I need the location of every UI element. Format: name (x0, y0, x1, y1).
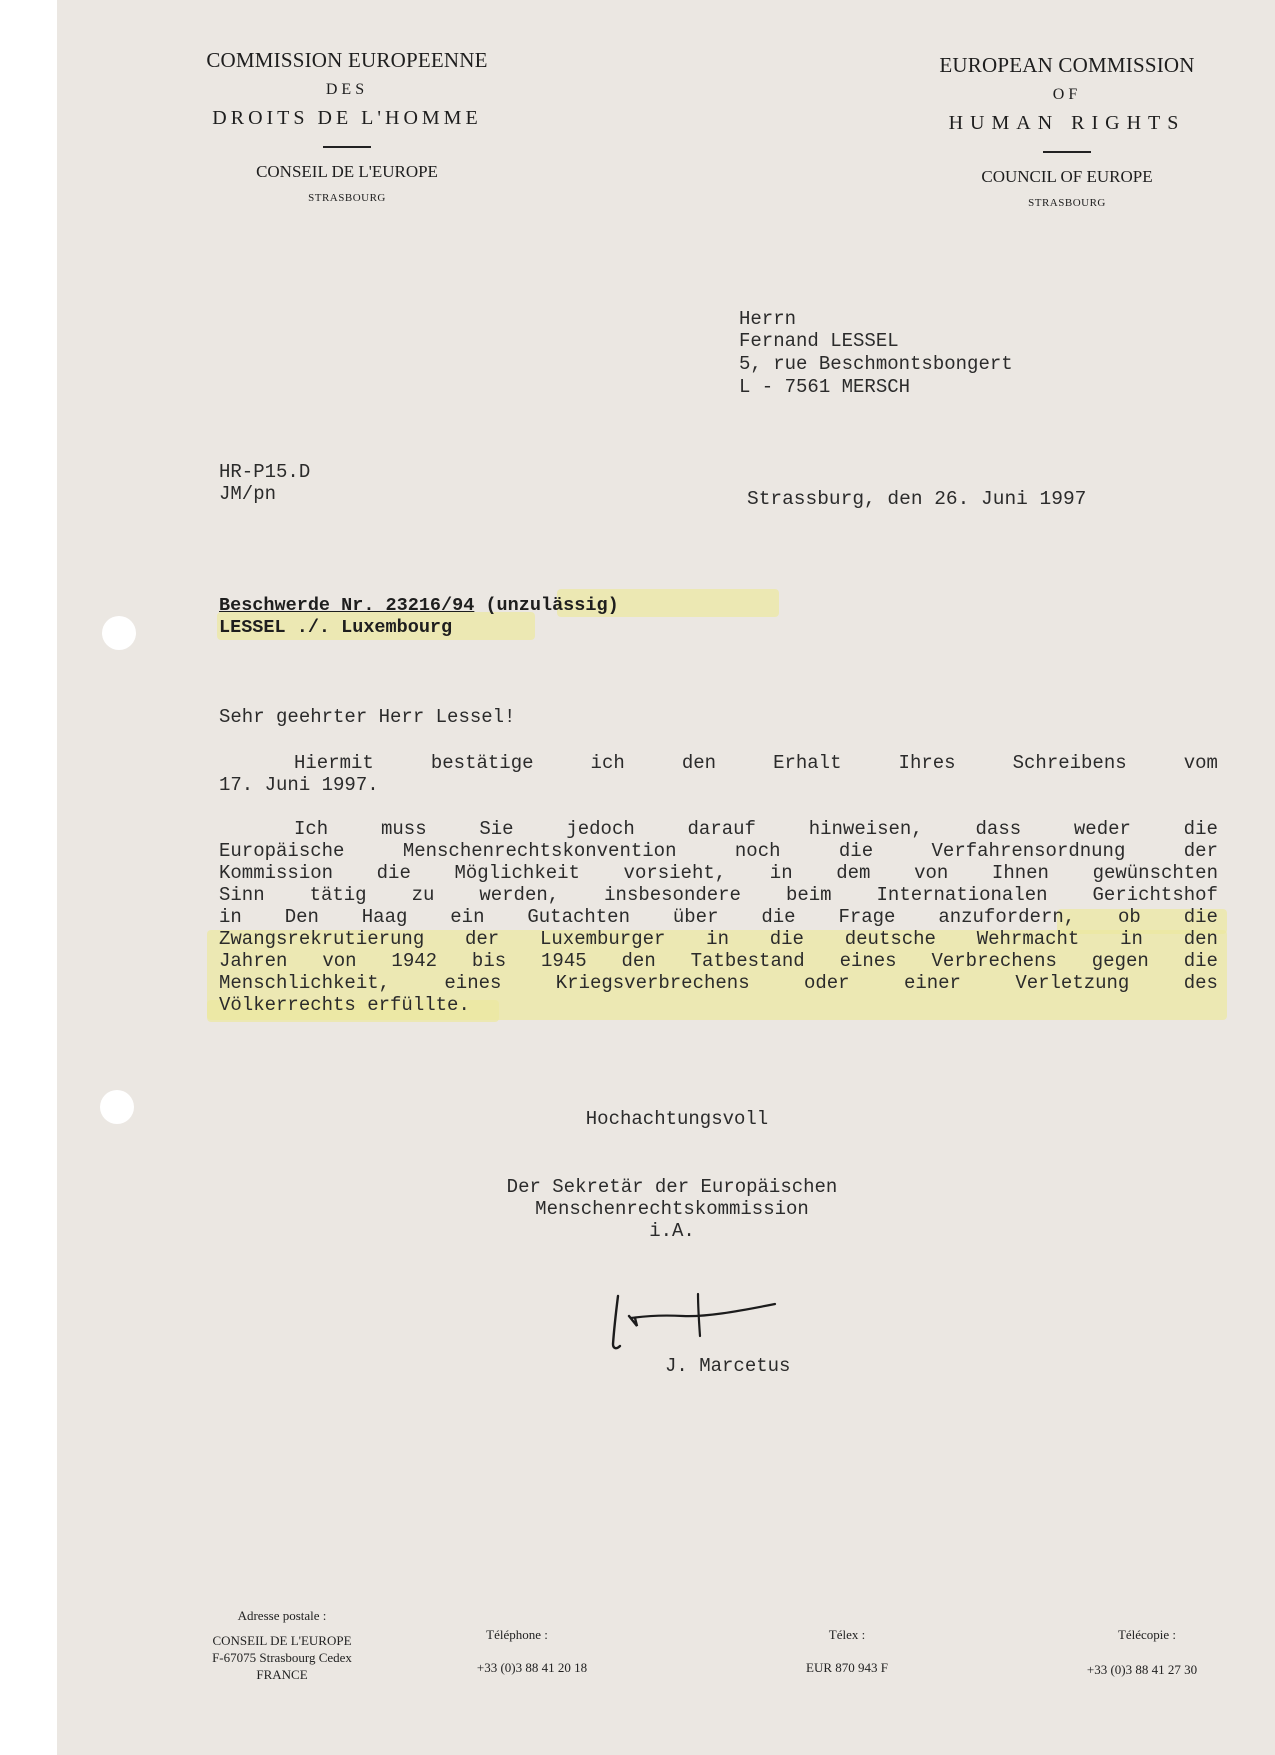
valediction: Hochachtungsvoll (585, 1108, 769, 1130)
footer-postal-line-3: FRANCE (256, 1667, 308, 1682)
word: einer (903, 972, 961, 994)
paragraph-2 (219, 818, 1218, 1016)
letter-page (57, 0, 1275, 1755)
punch-hole-lower (100, 1090, 134, 1124)
word: Ich (294, 818, 329, 840)
word: Verletzung (1015, 972, 1130, 994)
subject-parties: LESSEL ./. Luxembourg (219, 617, 453, 638)
word: gewünschten (1092, 862, 1218, 884)
footer-telex-label: Télex : (828, 1627, 866, 1642)
word: beim (785, 884, 832, 906)
word: Menschenrechtskonvention (402, 840, 677, 862)
word: 1942 (391, 950, 438, 972)
word: die (761, 906, 796, 928)
word: die (1183, 906, 1218, 928)
word: oder (803, 972, 850, 994)
word: gegen (1091, 950, 1149, 972)
paragraph-2-line-6 (219, 928, 1218, 950)
reference-initials: JM/pn (219, 483, 277, 505)
word: Jahren (219, 950, 288, 972)
word: in (706, 928, 729, 950)
word: Haag (361, 906, 408, 928)
letterhead-en-divider (1043, 151, 1091, 153)
word: die (769, 928, 804, 950)
paragraph-2-line-2 (219, 840, 1218, 862)
word: darauf (687, 818, 756, 840)
word: Sinn (219, 884, 265, 906)
footer-fax-label: Télécopie : (1117, 1627, 1177, 1642)
word: muss (380, 818, 427, 840)
word: eines (839, 950, 897, 972)
punch-hole-upper (102, 616, 136, 650)
word: in (1120, 928, 1143, 950)
footer-phone-label: Téléphone : (486, 1627, 548, 1642)
word: vorsieht, (623, 862, 727, 884)
footer-postal-line-1: CONSEIL DE L'EUROPE (212, 1633, 352, 1648)
paragraph-1 (219, 752, 1218, 796)
letterhead-fr-line5: STRASBOURG (308, 192, 386, 204)
greeting: Sehr geehrter Herr Lessel! (219, 706, 516, 728)
word: 1945 (541, 950, 587, 972)
footer-telex: EUR 870 943 F (806, 1660, 888, 1675)
word: Hiermit (294, 752, 374, 774)
word: Menschlichkeit, (219, 972, 391, 994)
word: in (769, 862, 793, 884)
letterhead-en-line4: COUNCIL OF EUROPE (981, 167, 1153, 186)
word: die (376, 862, 411, 884)
paragraph-2-line-8 (219, 972, 1218, 994)
word: Gerichtshof (1092, 884, 1218, 906)
word: Luxemburger (539, 928, 666, 950)
letterhead-fr-line4: CONSEIL DE L'EUROPE (256, 162, 438, 181)
subject-case-line (219, 595, 619, 616)
subject-status: (unzulässig) (485, 595, 619, 616)
paragraph-2-line-1 (219, 818, 1218, 840)
paragraph-2-line-4 (219, 884, 1218, 906)
word: Verfahrensordnung (931, 840, 1126, 862)
word: jedoch (566, 818, 635, 840)
word: in (219, 906, 242, 928)
footer-postal-line-2: F-67075 Strasbourg Cedex (212, 1650, 352, 1665)
word: anzufordern, (938, 906, 1076, 928)
word: Frage (838, 906, 896, 928)
word: die (838, 840, 874, 862)
word: Ihres (898, 752, 956, 774)
letterhead-fr-line2: DES (325, 81, 369, 98)
word: ein (450, 906, 485, 928)
recipient-salutation-line: Herrn (739, 308, 797, 330)
word: vom (1183, 752, 1218, 774)
letterhead-en-line5: STRASBOURG (1028, 197, 1106, 209)
word: Internationalen (876, 884, 1048, 906)
word: Ihnen (991, 862, 1049, 884)
letterhead-en-line3: HUMAN RIGHTS (948, 112, 1186, 134)
paragraph-1-line-1 (219, 752, 1218, 774)
letterhead-en-line2: OF (1052, 86, 1082, 103)
word: den (621, 950, 656, 972)
letterhead-fr-line1: COMMISSION EUROPEENNE (206, 48, 488, 72)
paragraph-2-line-3 (219, 862, 1218, 884)
word: eines (444, 972, 502, 994)
word: der (1183, 840, 1218, 862)
footer-postal-label: Adresse postale : (237, 1608, 327, 1623)
word: deutsche (844, 928, 936, 950)
word: über (672, 906, 719, 928)
word: Kommission (219, 862, 334, 884)
letterhead-fr-divider (323, 146, 371, 148)
word: Zwangsrekrutierung (219, 928, 425, 950)
subject-case-label: Beschwerde Nr. 23216/94 (219, 595, 475, 616)
closing-title-2: Menschenrechtskommission (535, 1198, 809, 1220)
letterhead-french (167, 48, 527, 204)
footer-postal-address (197, 1632, 367, 1683)
word: Wehrmacht (976, 928, 1080, 950)
word: dass (975, 818, 1022, 840)
word: zu (411, 884, 435, 906)
word: den (681, 752, 717, 774)
word: Verbrechens (931, 950, 1057, 972)
word: tätig (309, 884, 367, 906)
word: Möglichkeit (454, 862, 580, 884)
recipient-name: Fernand LESSEL (739, 330, 899, 352)
signatory-name: J. Marcetus (665, 1355, 791, 1377)
word: insbesondere (604, 884, 741, 906)
word: Den (284, 906, 319, 928)
word: weder (1073, 818, 1131, 840)
word: der (465, 928, 500, 950)
date-line: Strassburg, den 26. Juni 1997 (747, 488, 1087, 510)
paragraph-2-line-9: Völkerrechts erfüllte. (219, 994, 470, 1016)
reference-code: HR-P15.D (219, 461, 311, 483)
word: noch (734, 840, 781, 862)
word: Europäische (219, 840, 345, 862)
word: von (914, 862, 949, 884)
letterhead-fr-line3: DROITS DE L'HOMME (212, 107, 482, 129)
paragraph-2-line-5 (219, 906, 1218, 928)
word: werden, (479, 884, 560, 906)
word: von (322, 950, 357, 972)
word: Gutachten (527, 906, 630, 928)
footer-phone: +33 (0)3 88 41 20 18 (476, 1660, 588, 1675)
word: Tatbestand (690, 950, 805, 972)
closing-title-1: Der Sekretär der Europäischen (506, 1176, 838, 1198)
word: ich (590, 752, 625, 774)
word: den (1183, 928, 1218, 950)
recipient-street: 5, rue Beschmontsbongert (739, 353, 1013, 375)
word: ob (1118, 906, 1141, 928)
word: hinweisen, (808, 818, 923, 840)
word: Schreibens (1012, 752, 1127, 774)
footer-fax: +33 (0)3 88 41 27 30 (1086, 1662, 1198, 1677)
word: Sie (479, 818, 514, 840)
closing-title-3: i.A. (649, 1220, 695, 1242)
word: des (1183, 972, 1218, 994)
word: bis (471, 950, 507, 972)
word: Erhalt (773, 752, 842, 774)
letterhead-english (887, 53, 1247, 209)
footer-postal (207, 1608, 357, 1624)
word: dem (836, 862, 871, 884)
letterhead-en-line1: EUROPEAN COMMISSION (939, 53, 1195, 77)
paragraph-1-line-2: 17. Juni 1997. (219, 774, 379, 796)
paragraph-2-line-7 (219, 950, 1218, 972)
word: bestätige (430, 752, 534, 774)
word: Kriegsverbrechens (555, 972, 750, 994)
recipient-city: L - 7561 MERSCH (739, 376, 911, 398)
word: die (1183, 818, 1218, 840)
word: die (1183, 950, 1218, 972)
